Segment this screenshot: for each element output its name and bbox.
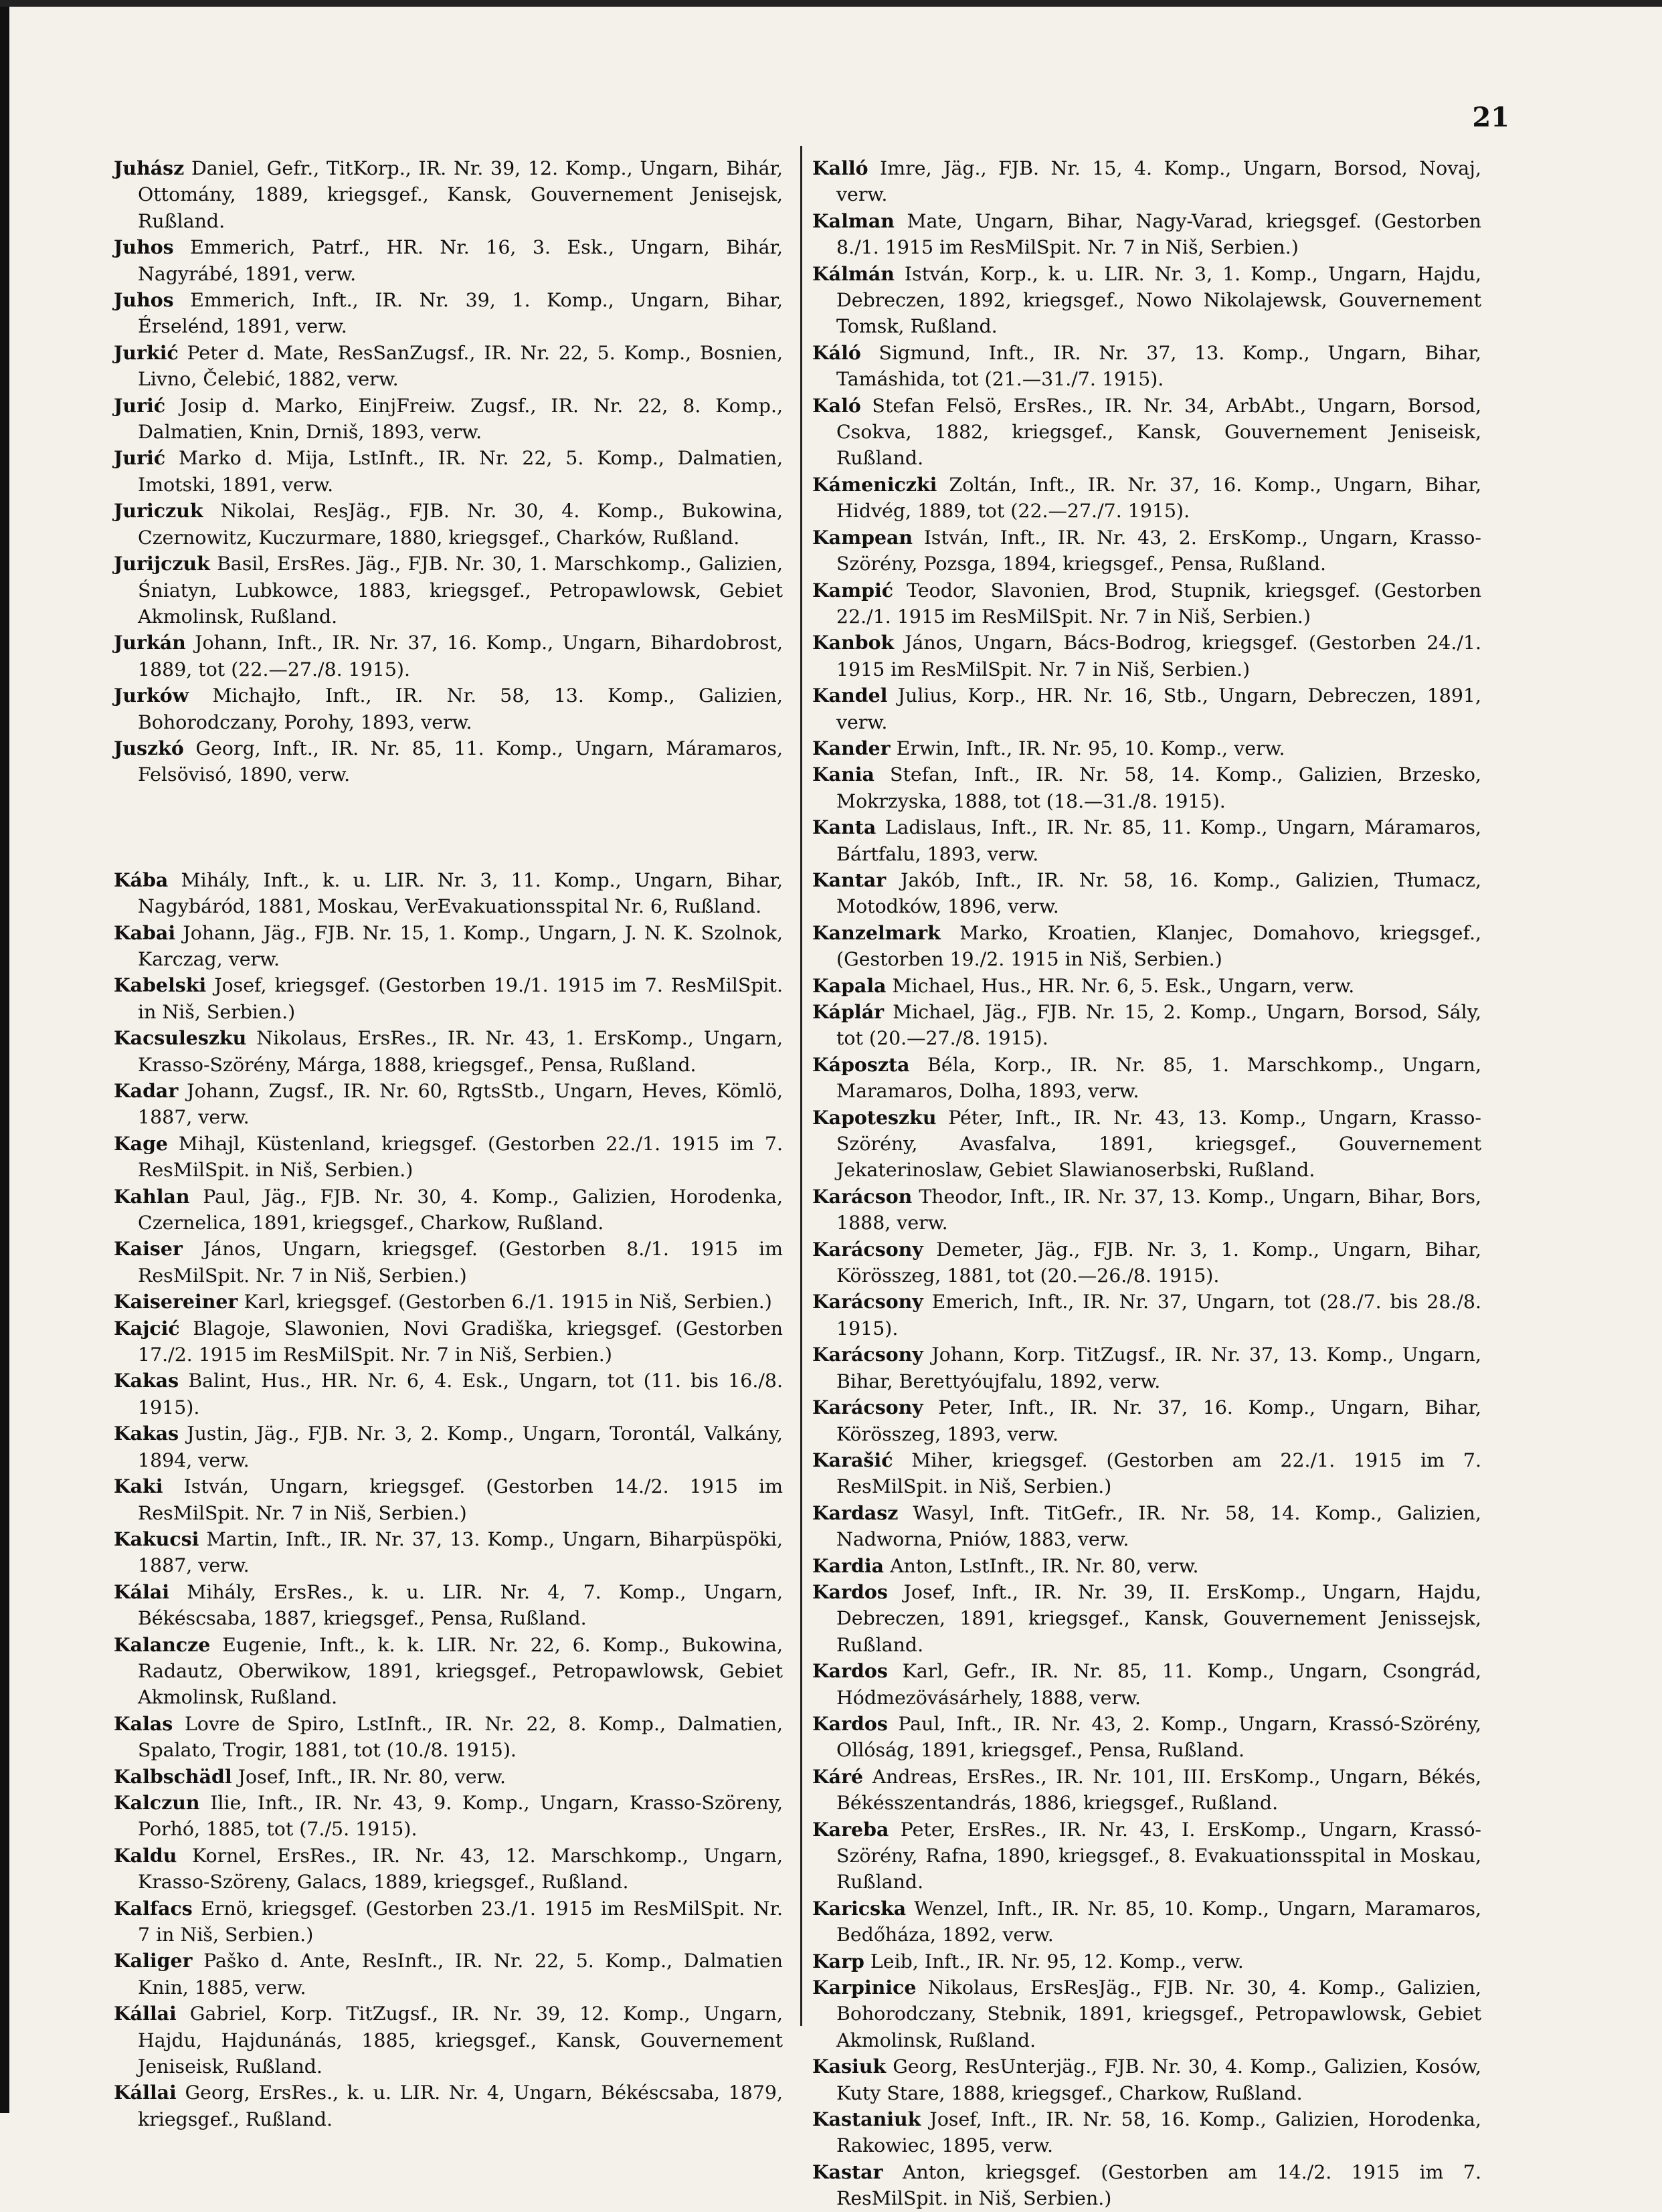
- entry-surname: Kálai: [114, 1580, 170, 1603]
- entry-details: Andreas, ErsRes., IR. Nr. 101, III. ErsKomp., Ungarn, Békés, Békésszentandrás, 1886, kriegsgef., Rußland.: [836, 1765, 1481, 1815]
- entry-surname: Kantar: [812, 868, 887, 891]
- entry-details: Leib, Inft., IR. Nr. 95, 12. Komp., verw.: [864, 1950, 1244, 1972]
- entry-details: Josip d. Marko, EinjFreiw. Zugsf., IR. Nr. 22, 8. Komp., Dalmatien, Knin, Drniš, 1893, verw.: [138, 394, 783, 444]
- entry-details: Georg, Inft., IR. Nr. 85, 11. Komp., Ungarn, Máramaros, Felsövisó, 1890, verw.: [138, 737, 783, 786]
- entry-surname: Juhász: [114, 157, 185, 179]
- entry-surname: Jurkić: [114, 341, 179, 364]
- list-entry: [114, 234, 783, 287]
- list-entry: [114, 1473, 783, 1526]
- list-entry: [114, 498, 783, 551]
- entry-details: Justin, Jäg., FJB. Nr. 3, 2. Komp., Ungarn, Torontál, Valkány, 1894, verw.: [138, 1422, 783, 1471]
- entry-details: Emmerich, Patrf., HR. Nr. 16, 3. Esk., Ungarn, Bihár, Nagyrábé, 1891, verw.: [138, 236, 783, 285]
- list-entry: [812, 2106, 1481, 2159]
- entry-details: Paul, Inft., IR. Nr. 43, 2. Komp., Ungarn, Krassó-Szörény, Ollóság, 1891, kriegsgef., Pensa, Rußland.: [836, 1712, 1481, 1762]
- entry-surname: Kaisereiner: [114, 1290, 238, 1313]
- entry-surname: Kabai: [114, 921, 176, 944]
- entry-surname: Kabelski: [114, 974, 207, 997]
- entry-surname: Káré: [812, 1764, 864, 1788]
- entry-details: Johann, Zugsf., IR. Nr. 60, RgtsStb., Ungarn, Heves, Kömlö, 1887, verw.: [138, 1080, 783, 1129]
- list-entry: [812, 1236, 1481, 1289]
- list-entry: [812, 761, 1481, 814]
- entry-surname: Kajcić: [114, 1316, 180, 1340]
- entry-details: Eugenie, Inft., k. k. LIR. Nr. 22, 6. Komp., Bukowina, Radautz, Oberwikow, 1891, kriegsgef., Petropawlowsk, Gebiet Akmolinsk, Rußland.: [138, 1633, 783, 1709]
- entry-surname: Karácsony: [812, 1343, 923, 1366]
- entry-details: Peter, Inft., IR. Nr. 37, 16. Komp., Ungarn, Bihar, Körösszeg, 1893, verw.: [836, 1396, 1481, 1445]
- entry-details: Nikolaus, ErsResJäg., FJB. Nr. 30, 4. Komp., Galizien, Bohorodczany, Stebnik, 1891, kriegsgef., Petropawlowsk, Gebiet Akmolinsk, Rußland.: [836, 1976, 1481, 2051]
- entry-details: Stefan, Inft., IR. Nr. 58, 14. Komp., Galizien, Brzesko, Mokrzyska, 1888, tot (18.—31./8. 1915).: [836, 763, 1481, 812]
- entry-surname: Karpinice: [812, 1976, 917, 1999]
- entry-details: Mate, Ungarn, Bihar, Nagy-Varad, kriegsgef. (Gestorben 8./1. 1915 im ResMilSpit. Nr. 7 in Niš, Serbien.): [836, 209, 1481, 259]
- entry-details: Emmerich, Inft., IR. Nr. 39, 1. Komp., Ungarn, Bihar, Érselénd, 1891, verw.: [138, 289, 783, 338]
- entry-details: Basil, ErsRes. Jäg., FJB. Nr. 30, 1. Marschkomp., Galizien, Śniatyn, Lubkowce, 1883, kriegsgef., Petropawlowsk, Gebiet Akmolinsk, Rußland.: [138, 553, 783, 628]
- entry-surname: Juhos: [114, 288, 174, 312]
- entry-surname: Kander: [812, 736, 891, 759]
- list-entry: [812, 472, 1481, 525]
- entry-surname: Kastar: [812, 2160, 883, 2183]
- list-entry: [812, 1658, 1481, 1711]
- list-entry: [812, 525, 1481, 577]
- entry-surname: Juhos: [114, 236, 174, 259]
- entry-details: Josef, Inft., IR. Nr. 80, verw.: [232, 1765, 506, 1788]
- entry-surname: Kakas: [114, 1422, 179, 1445]
- entry-details: János, Ungarn, kriegsgef. (Gestorben 8./1. 1915 im ResMilSpit. Nr. 7 in Niš, Serbien.): [138, 1238, 783, 1287]
- list-entry: [114, 1896, 783, 1948]
- entry-details: Johann, Inft., IR. Nr. 37, 16. Komp., Ungarn, Bihardobrost, 1889, tot (22.—27./8. 1915).: [138, 632, 783, 680]
- entry-surname: Kaldu: [114, 1843, 177, 1867]
- list-entry: [114, 445, 783, 498]
- entry-surname: Kakucsi: [114, 1527, 199, 1550]
- entry-surname: Kahlan: [114, 1184, 190, 1208]
- entry-details: Gabriel, Korp. TitZugsf., IR. Nr. 39, 12. Komp., Ungarn, Hajdu, Hajdunánás, 1885, kriegsgef., Kansk, Gouvernement Jeniseisk, Rußland.: [138, 2003, 783, 2078]
- entry-details: Balint, Hus., HR. Nr. 6, 4. Esk., Ungarn, tot (11. bis 16./8. 1915).: [138, 1370, 783, 1418]
- list-entry: [812, 1500, 1481, 1553]
- list-entry: [114, 340, 783, 393]
- entry-surname: Kardos: [812, 1712, 888, 1735]
- list-entry: [114, 1579, 783, 1632]
- entry-surname: Kampean: [812, 525, 913, 549]
- list-entry: [812, 1896, 1481, 1948]
- entry-details: Teodor, Slavonien, Brod, Stupnik, kriegsgef. (Gestorben 22./1. 1915 im ResMilSpit. Nr. 7 in Niš, Serbien.): [836, 579, 1481, 628]
- list-entry: [114, 1711, 783, 1764]
- list-entry: [114, 735, 783, 788]
- list-entry: [114, 630, 783, 682]
- entry-surname: Jurków: [114, 684, 189, 707]
- entry-details: Zoltán, Inft., IR. Nr. 37, 16. Komp., Ungarn, Bihar, Hidvég, 1889, tot (22.—27./7. 1915).: [836, 473, 1481, 523]
- list-entry: [114, 682, 783, 735]
- entry-details: Blagoje, Slawonien, Novi Gradiška, kriegsgef. (Gestorben 17./2. 1915 im ResMilSpit. Nr. 7 in Niš, Serbien.): [138, 1317, 783, 1366]
- list-entry: [812, 682, 1481, 735]
- entry-details: István, Korp., k. u. LIR. Nr. 3, 1. Komp., Ungarn, Hajdu, Debreczen, 1892, kriegsgef., Nowo Nikolajewsk, Gouvernement Tomsk, Rußland.: [836, 262, 1481, 338]
- list-entry: [114, 155, 783, 234]
- list-entry: [812, 1817, 1481, 1896]
- entry-details: Karl, kriegsgef. (Gestorben 6./1. 1915 in Niš, Serbien.): [238, 1291, 772, 1313]
- entry-surname: Jurić: [114, 446, 166, 470]
- entry-surname: Kardasz: [812, 1501, 899, 1524]
- entry-details: Josef, kriegsgef. (Gestorben 19./1. 1915 im 7. ResMilSpit. in Niš, Serbien.): [138, 974, 783, 1023]
- entry-details: Anton, LstInft., IR. Nr. 80, verw.: [884, 1554, 1199, 1577]
- list-entry: [812, 208, 1481, 261]
- list-entry: [114, 1078, 783, 1131]
- entry-surname: Kállai: [114, 2081, 177, 2104]
- list-entry: [114, 1790, 783, 1843]
- entry-surname: Kálmán: [812, 262, 895, 285]
- entry-surname: Kanta: [812, 816, 876, 839]
- entry-surname: Jurić: [114, 393, 166, 417]
- list-entry: [812, 1974, 1481, 2053]
- entry-surname: Kage: [114, 1131, 168, 1155]
- entry-surname: Kaiser: [114, 1237, 183, 1261]
- right-column: [812, 155, 1481, 2212]
- list-entry: [812, 1342, 1481, 1394]
- list-entry: [812, 920, 1481, 973]
- entry-surname: Kardia: [812, 1554, 885, 1577]
- entry-details: Mihály, Inft., k. u. LIR. Nr. 3, 11. Komp., Ungarn, Bihar, Nagybáród, 1881, Moskau, VerEvakuationsspital Nr. 6, Rußland.: [138, 868, 783, 918]
- list-entry: [114, 1131, 783, 1184]
- entry-surname: Kapoteszku: [812, 1105, 937, 1129]
- list-entry: [114, 867, 783, 920]
- list-entry: [812, 867, 1481, 920]
- entry-details: Johann, Jäg., FJB. Nr. 15, 1. Komp., Ungarn, J. N. K. Szolnok, Karczag, verw.: [138, 921, 783, 970]
- list-entry: [812, 577, 1481, 630]
- entry-details: István, Inft., IR. Nr. 43, 2. ErsKomp., Ungarn, Krasso-Szörény, Pozsga, 1894, kriegsgef., Pensa, Rußland.: [836, 526, 1481, 575]
- list-entry: [812, 735, 1481, 761]
- entry-details: Josef, Inft., IR. Nr. 58, 16. Komp., Galizien, Horodenka, Rakowiec, 1895, verw.: [836, 2108, 1481, 2157]
- entry-surname: Karašić: [812, 1448, 893, 1471]
- entry-details: Theodor, Inft., IR. Nr. 37, 13. Komp., Ungarn, Bihar, Bors, 1888, verw.: [836, 1185, 1481, 1234]
- list-entry: [114, 393, 783, 446]
- scan-border-top: [0, 0, 1662, 7]
- entry-surname: Kalas: [114, 1712, 173, 1735]
- entry-surname: Kalman: [812, 209, 895, 232]
- entry-details: István, Ungarn, kriegsgef. (Gestorben 14./2. 1915 im ResMilSpit. Nr. 7 in Niš, Serbien.): [138, 1475, 783, 1524]
- entry-details: Lovre de Spiro, LstInft., IR. Nr. 22, 8. Komp., Dalmatien, Spalato, Trogir, 1881, tot (10./8. 1915).: [138, 1712, 783, 1762]
- entry-details: Anton, kriegsgef. (Gestorben am 14./2. 1915 im 7. ResMilSpit. in Niš, Serbien.): [836, 2160, 1481, 2210]
- list-entry: [812, 1052, 1481, 1105]
- entry-surname: Karácsony: [812, 1237, 923, 1261]
- entry-details: Ernö, kriegsgef. (Gestorben 23./1. 1915 im ResMilSpit. Nr. 7 in Niš, Serbien.): [138, 1897, 783, 1946]
- section-gap: [114, 788, 783, 867]
- entry-surname: Jurijczuk: [114, 552, 210, 575]
- entry-surname: Kába: [114, 868, 169, 891]
- entry-surname: Karácsony: [812, 1396, 923, 1419]
- entry-details: Georg, ResUnterjäg., FJB. Nr. 30, 4. Komp., Galizien, Kosów, Kuty Stare, 1888, kriegsgef., Charkow, Rußland.: [836, 2055, 1481, 2104]
- entry-details: Josef, Inft., IR. Nr. 39, II. ErsKomp., Ungarn, Hajdu, Debreczen, 1891, kriegsgef., Kansk, Gouvernement Jenissejsk, Rußland.: [836, 1580, 1481, 1656]
- list-entry: [114, 1368, 783, 1420]
- entry-surname: Kámeniczki: [812, 472, 937, 496]
- list-entry: [812, 393, 1481, 472]
- entry-details: Miher, kriegsgef. (Gestorben am 22./1. 1915 im 7. ResMilSpit. in Niš, Serbien.): [836, 1449, 1481, 1498]
- list-entry: [114, 2080, 783, 2132]
- list-entry: [114, 1843, 783, 1896]
- list-entry: [812, 1105, 1481, 1184]
- entry-details: Péter, Inft., IR. Nr. 43, 13. Komp., Ungarn, Krasso-Szörény, Avasfalva, 1891, kriegsgef., Gouvernement Jekaterinoslaw, Gebiet Slawianoserbski, Rußland.: [836, 1106, 1481, 1182]
- entry-details: Peter, ErsRes., IR. Nr. 43, I. ErsKomp., Ungarn, Krassó-Szörény, Rafna, 1890, kriegsgef., 8. Evakuationsspital in Moskau, Rußland.: [836, 1818, 1481, 1894]
- entry-surname: Kalfacs: [114, 1896, 193, 1920]
- list-entry: [812, 1184, 1481, 1236]
- column-divider: [800, 146, 802, 2026]
- list-entry: [114, 1526, 783, 1579]
- list-entry: [812, 2159, 1481, 2212]
- list-entry: [812, 1553, 1481, 1579]
- entry-surname: Kardos: [812, 1580, 888, 1603]
- entry-details: Paul, Jäg., FJB. Nr. 30, 4. Komp., Galizien, Horodenka, Czernelica, 1891, kriegsgef., Charkow, Rußland.: [138, 1185, 783, 1234]
- entry-details: Béla, Korp., IR. Nr. 85, 1. Marschkomp., Ungarn, Maramaros, Dolha, 1893, verw.: [836, 1053, 1481, 1103]
- entry-surname: Kardos: [812, 1659, 888, 1683]
- entry-details: Georg, ErsRes., k. u. LIR. Nr. 4, Ungarn, Békéscsaba, 1879, kriegsgef., Rußland.: [138, 2082, 783, 2130]
- list-entry: [114, 287, 783, 340]
- entry-details: János, Ungarn, Bács-Bodrog, kriegsgef. (Gestorben 24./1. 1915 im ResMilSpit. Nr. 7 in Niš, Serbien.): [836, 632, 1481, 680]
- entry-details: Emerich, Inft., IR. Nr. 37, Ungarn, tot (28./7. bis 28./8. 1915).: [836, 1291, 1481, 1340]
- entry-surname: Kania: [812, 763, 874, 786]
- entry-surname: Kalczun: [114, 1790, 200, 1814]
- list-entry: [812, 1579, 1481, 1658]
- entry-details: Karl, Gefr., IR. Nr. 85, 11. Komp., Ungarn, Csongrád, Hódmezövásárhely, 1888, verw.: [836, 1660, 1481, 1709]
- list-entry: [114, 1764, 783, 1790]
- list-entry: [812, 973, 1481, 999]
- entry-details: Nikolai, ResJäg., FJB. Nr. 30, 4. Komp., Bukowina, Czernowitz, Kuczurmare, 1880, kriegsgef., Charków, Rußland.: [138, 500, 783, 549]
- entry-surname: Kapala: [812, 974, 887, 997]
- list-entry: [812, 1711, 1481, 1764]
- entry-surname: Káplár: [812, 1000, 885, 1023]
- entry-surname: Juriczuk: [114, 499, 203, 523]
- entry-details: Ilie, Inft., IR. Nr. 43, 9. Komp., Ungarn, Krasso-Szöreny, Porhó, 1885, tot (7./5. 1915).: [138, 1791, 783, 1841]
- entry-surname: Kastaniuk: [812, 2108, 921, 2131]
- entry-details: Erwin, Inft., IR. Nr. 95, 10. Komp., verw.: [890, 737, 1285, 759]
- entry-details: Demeter, Jäg., FJB. Nr. 3, 1. Komp., Ungarn, Bihar, Körösszeg, 1881, tot (20.—26./8. 1915).: [836, 1238, 1481, 1287]
- list-entry: [114, 551, 783, 630]
- list-entry: [114, 1420, 783, 1473]
- entry-surname: Kareba: [812, 1817, 889, 1841]
- entry-details: Peter d. Mate, ResSanZugsf., IR. Nr. 22, 5. Komp., Bosnien, Livno, Čelebić, 1882, verw.: [138, 341, 783, 391]
- list-entry: [812, 155, 1481, 208]
- entry-details: Mihajl, Küstenland, kriegsgef. (Gestorben 22./1. 1915 im 7. ResMilSpit. in Niš, Serbien.): [138, 1132, 783, 1182]
- entry-details: Michajło, Inft., IR. Nr. 58, 13. Komp., Galizien, Bohorodczany, Porohy, 1893, verw.: [138, 684, 783, 733]
- entry-details: Imre, Jäg., FJB. Nr. 15, 4. Komp., Ungarn, Borsod, Novaj, verw.: [836, 157, 1481, 206]
- entry-surname: Kakas: [114, 1369, 179, 1392]
- entry-details: Marko, Kroatien, Klanjec, Domahovo, kriegsgef., (Gestorben 19./2. 1915 in Niš, Serbien.): [836, 921, 1481, 971]
- entry-surname: Kampić: [812, 578, 894, 602]
- entry-details: Michael, Hus., HR. Nr. 6, 5. Esk., Ungarn, verw.: [886, 974, 1355, 997]
- entry-surname: Kalancze: [114, 1633, 211, 1656]
- list-entry: [812, 261, 1481, 340]
- list-entry: [114, 1184, 783, 1236]
- list-entry: [114, 1236, 783, 1289]
- entry-surname: Kasiuk: [812, 2055, 887, 2078]
- entry-details: Wenzel, Inft., IR. Nr. 85, 10. Komp., Ungarn, Maramaros, Bedőháza, 1892, verw.: [836, 1897, 1481, 1946]
- list-entry: [114, 1025, 783, 1078]
- page-number: 21: [1472, 102, 1509, 133]
- list-entry: [114, 1289, 783, 1315]
- list-entry: [812, 1948, 1481, 1974]
- entry-surname: Kanbok: [812, 631, 895, 654]
- list-entry: [812, 1394, 1481, 1447]
- entry-surname: Karicska: [812, 1896, 907, 1920]
- list-entry: [812, 340, 1481, 393]
- entry-surname: Kaki: [114, 1475, 163, 1498]
- entry-surname: Kalbschädl: [114, 1764, 232, 1788]
- entry-surname: Káló: [812, 341, 861, 364]
- entry-surname: Kadar: [114, 1079, 179, 1102]
- scan-border: [0, 0, 9, 2113]
- entry-details: Martin, Inft., IR. Nr. 37, 13. Komp., Ungarn, Biharpüspöki, 1887, verw.: [138, 1528, 783, 1577]
- entry-details: Nikolaus, ErsRes., IR. Nr. 43, 1. ErsKomp., Ungarn, Krasso-Szörény, Márga, 1888, kriegsgef., Pensa, Rußland.: [138, 1027, 783, 1076]
- list-entry: [812, 814, 1481, 867]
- entry-details: Paško d. Ante, ResInft., IR. Nr. 22, 5. Komp., Dalmatien Knin, 1885, verw.: [138, 1950, 783, 1999]
- entry-details: Sigmund, Inft., IR. Nr. 37, 13. Komp., Ungarn, Bihar, Tamáshida, tot (21.—31./7. 1915).: [836, 341, 1481, 391]
- entry-details: Johann, Korp. TitZugsf., IR. Nr. 37, 13. Komp., Ungarn, Bihar, Berettyóujfalu, 1892, verw.: [836, 1344, 1481, 1392]
- entry-details: Michael, Jäg., FJB. Nr. 15, 2. Komp., Ungarn, Borsod, Sály, tot (20.—27./8. 1915).: [836, 1001, 1481, 1050]
- entry-details: Daniel, Gefr., TitKorp., IR. Nr. 39, 12. Komp., Ungarn, Bihár, Ottomány, 1889, kriegsgef., Kansk, Gouvernement Jenisejsk, Rußland.: [138, 157, 783, 232]
- entry-surname: Kacsuleszku: [114, 1026, 247, 1050]
- list-entry: [114, 1948, 783, 2001]
- entry-details: Mihály, ErsRes., k. u. LIR. Nr. 4, 7. Komp., Ungarn, Békéscsaba, 1887, kriegsgef., Pensa, Rußland.: [138, 1580, 783, 1630]
- entry-surname: Káposzta: [812, 1052, 910, 1076]
- entry-surname: Jurkán: [114, 631, 186, 654]
- entry-surname: Kaló: [812, 393, 861, 417]
- entry-details: Marko d. Mija, LstInft., IR. Nr. 22, 5. Komp., Dalmatien, Imotski, 1891, verw.: [138, 447, 783, 496]
- entry-details: Jakób, Inft., IR. Nr. 58, 16. Komp., Galizien, Tłumacz, Motodków, 1896, verw.: [836, 868, 1481, 918]
- entry-surname: Karp: [812, 1949, 864, 1972]
- list-entry: [812, 999, 1481, 1052]
- entry-surname: Kállai: [114, 2002, 177, 2025]
- entry-surname: Karácsony: [812, 1290, 923, 1313]
- entry-surname: Kanzelmark: [812, 921, 941, 944]
- list-entry: [114, 2001, 783, 2080]
- entry-details: Ladislaus, Inft., IR. Nr. 85, 11. Komp., Ungarn, Máramaros, Bártfalu, 1893, verw.: [836, 816, 1481, 865]
- entry-surname: Kandel: [812, 684, 888, 707]
- list-entry: [114, 972, 783, 1025]
- entry-surname: Kalló: [812, 157, 868, 179]
- entry-details: Stefan Felsö, ErsRes., IR. Nr. 34, ArbAbt., Ungarn, Borsod, Csokva, 1882, kriegsgef., Kansk, Gouvernement Jeniseisk, Rußland.: [836, 394, 1481, 470]
- list-entry: [812, 1289, 1481, 1342]
- entry-surname: Juszkó: [114, 736, 184, 759]
- list-entry: [812, 2053, 1481, 2106]
- left-column: [114, 155, 783, 2132]
- list-entry: [812, 1764, 1481, 1817]
- entry-details: Kornel, ErsRes., IR. Nr. 43, 12. Marschkomp., Ungarn, Krasso-Szöreny, Galacs, 1889, kriegsgef., Rußland.: [138, 1844, 783, 1894]
- entry-details: Julius, Korp., HR. Nr. 16, Stb., Ungarn, Debreczen, 1891, verw.: [836, 684, 1481, 733]
- entry-surname: Kaliger: [114, 1949, 193, 1972]
- list-entry: [812, 1447, 1481, 1500]
- list-entry: [114, 920, 783, 973]
- entry-surname: Karácson: [812, 1184, 913, 1208]
- list-entry: [812, 630, 1481, 682]
- entry-details: Wasyl, Inft. TitGefr., IR. Nr. 58, 14. Komp., Galizien, Nadworna, Pniów, 1883, verw.: [836, 1501, 1481, 1551]
- list-entry: [114, 1315, 783, 1368]
- list-entry: [114, 1632, 783, 1711]
